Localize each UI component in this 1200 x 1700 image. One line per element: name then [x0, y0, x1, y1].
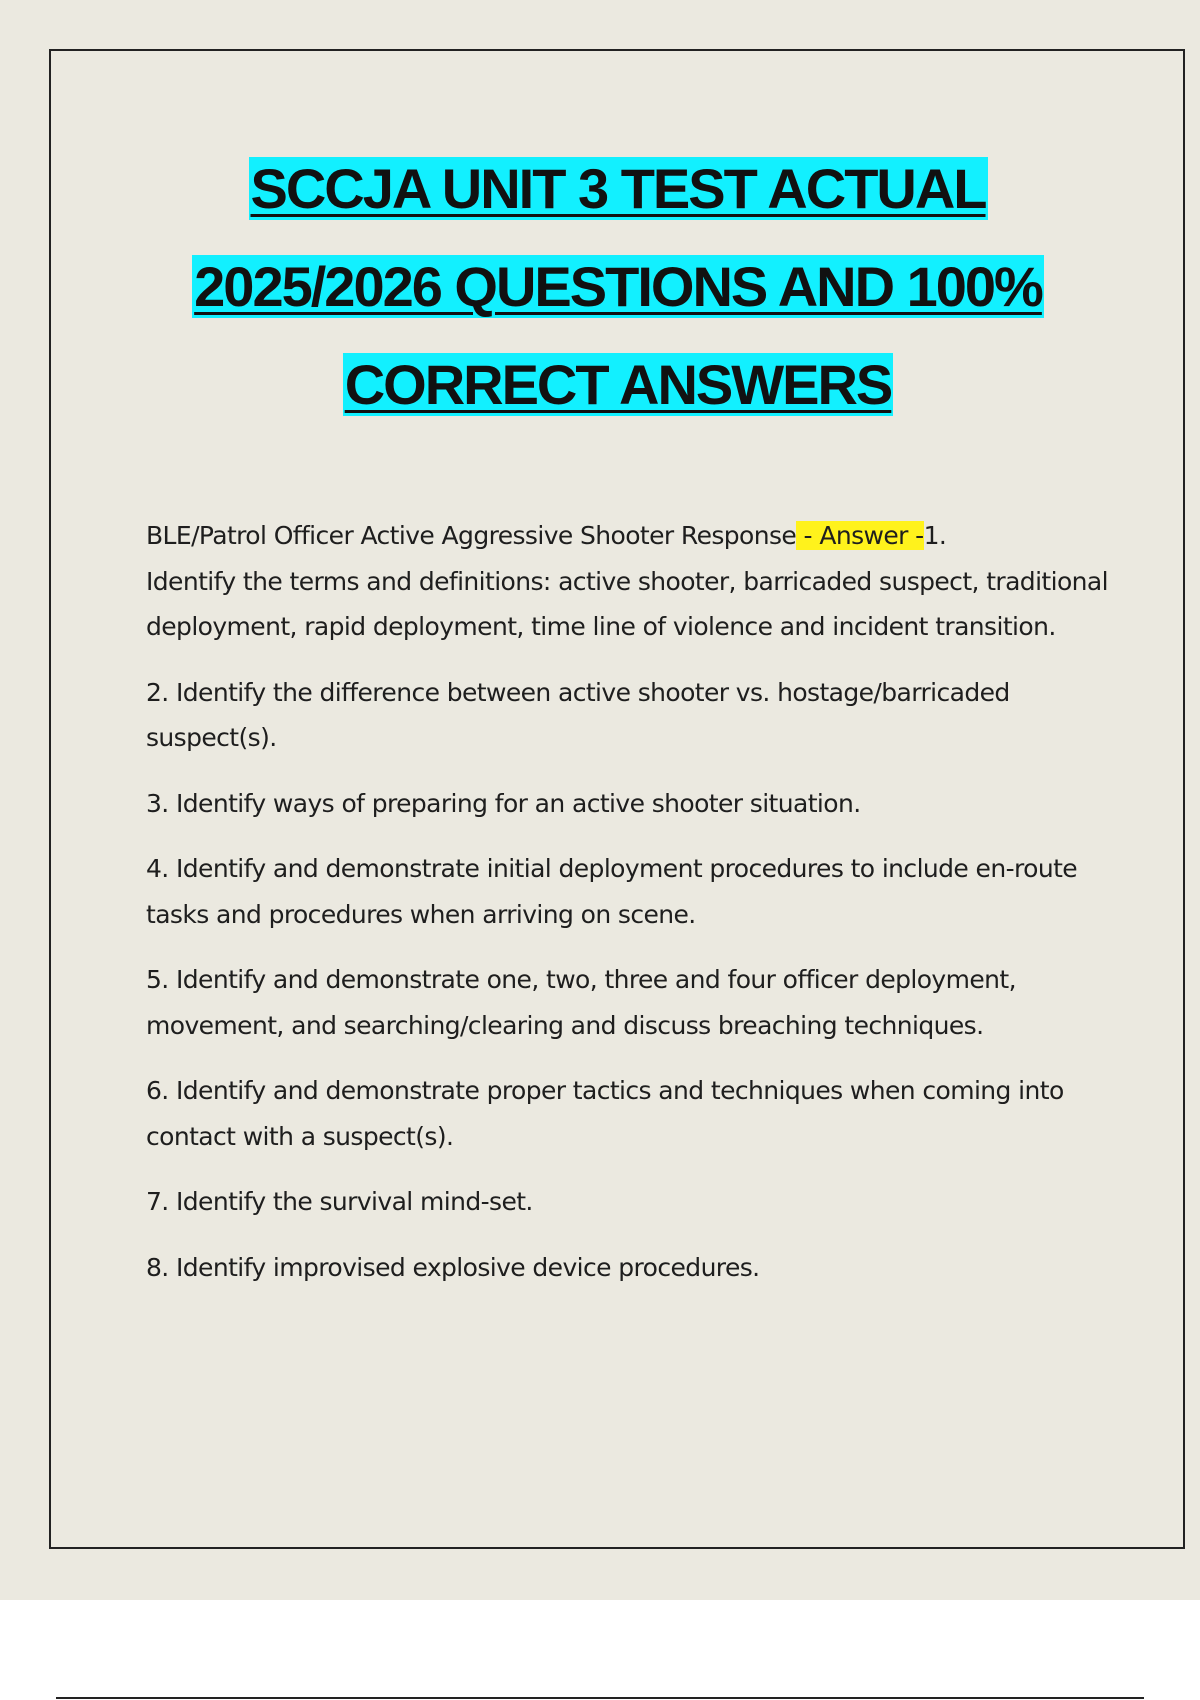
- answer-item-7: 7. Identify the survival mind-set.: [146, 1187, 533, 1216]
- answer-item-6: 6. Identify and demonstrate proper tactics and techniques when coming into contact with a suspect(s).: [146, 1076, 1064, 1151]
- question-text: BLE/Patrol Officer Active Aggressive Shooter Response: [146, 521, 797, 550]
- title-line-2: 2025/2026 QUESTIONS AND 100%: [194, 255, 1042, 318]
- answer-item-8: 8. Identify improvised explosive device procedures.: [146, 1252, 760, 1282]
- answer-item-1: Identify the terms and definitions: active shooter, barricaded suspect, traditional deployment, rapid deployment, time line of violence and incident transition.: [146, 566, 1108, 641]
- answer-item-2: 2. Identify the difference between active shooter vs. hostage/barricaded suspect(s).: [146, 677, 1010, 752]
- document-title: [0, 140, 1200, 434]
- question-body: [146, 513, 1116, 1310]
- answer-item-4: 4. Identify and demonstrate initial deployment procedures to include en-route tasks and procedures when arriving on scene.: [146, 854, 1078, 929]
- title-line-1: SCCJA UNIT 3 TEST ACTUAL: [250, 157, 986, 220]
- question-paragraph: [146, 513, 1116, 650]
- title-line-3: CORRECT ANSWERS: [344, 353, 892, 416]
- answer-item-3: 3. Identify ways of preparing for an active shooter situation.: [146, 788, 861, 818]
- answer-start: 1.: [923, 521, 947, 550]
- next-page-top-rule: [56, 1697, 1144, 1699]
- answer-label: - Answer -: [796, 521, 924, 550]
- answer-item-5: 5. Identify and demonstrate one, two, three and four officer deployment, movement, and searching/clearing and discuss breaching techniques.: [146, 965, 1016, 1040]
